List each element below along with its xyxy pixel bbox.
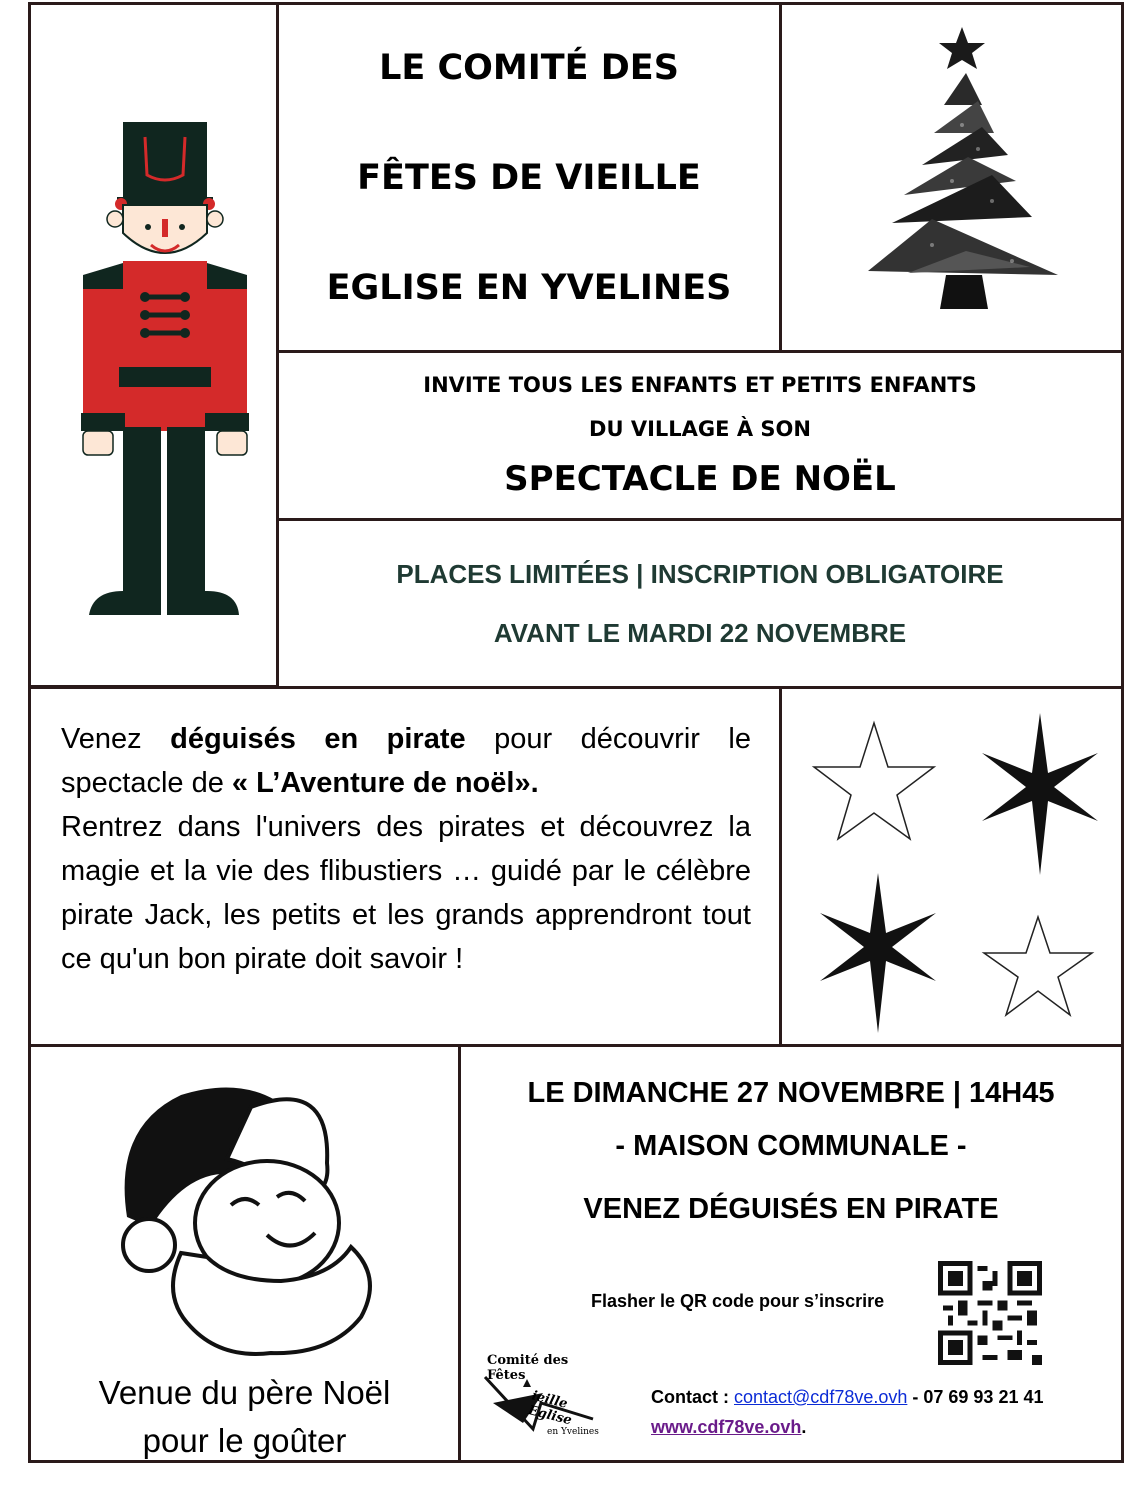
contact-line: [651, 1387, 1043, 1408]
contact-label: Contact :: [651, 1387, 734, 1407]
invite-line-2: DU VILLAGE À SON: [589, 416, 811, 441]
nutcracker-icon: [31, 5, 276, 685]
logo-mid-text: ieille Eglise: [526, 1388, 574, 1429]
tree-panel: [779, 2, 1124, 353]
contact-email-link[interactable]: contact@cdf78ve.ovh: [734, 1387, 908, 1407]
registration-box: [276, 518, 1124, 689]
header-line-1: LE COMITÉ DES: [379, 47, 679, 88]
registration-line-2: AVANT LE MARDI 22 NOVEMBRE: [493, 617, 907, 648]
christmas-tree-icon: [782, 5, 1121, 350]
santa-panel: [28, 1044, 461, 1463]
santa-face-icon: [31, 1067, 458, 1367]
website-link[interactable]: www.cdf78ve.ovh: [651, 1417, 802, 1437]
description-bold: déguisés en pirate: [170, 723, 466, 755]
committee-logo: [483, 1347, 603, 1447]
star-six-point-icon: [820, 873, 936, 1033]
nutcracker-panel: [28, 2, 279, 688]
header-line-2: FÊTES DE VIEILLE: [357, 157, 701, 198]
stars-panel: [779, 686, 1124, 1047]
contact-phone: - 07 69 93 21 41: [907, 1387, 1044, 1407]
event-costume: VENEZ DÉGUISÉS EN PIRATE: [583, 1193, 999, 1225]
header-line-3: EGLISE EN YVELINES: [326, 267, 732, 308]
qr-instruction: Flasher le QR code pour s’inscrire: [591, 1291, 885, 1311]
registration-line-1: PLACES LIMITÉES | INSCRIPTION OBLIGATOIRE: [396, 558, 1004, 589]
description-box: [28, 686, 782, 1047]
logo-bottom-text: en Yvelines: [547, 1427, 599, 1437]
qr-code-icon[interactable]: [938, 1261, 1042, 1365]
website-suffix: .: [801, 1417, 807, 1437]
santa-caption-2: pour le goûter: [142, 1422, 347, 1459]
show-title: « L’Aventure de noël».: [231, 767, 539, 799]
star-outline-icon: [984, 917, 1092, 1015]
invite-title: SPECTACLE DE NOËL: [504, 458, 896, 499]
description-text: pour découvrir le spectacle de: [61, 723, 751, 799]
invite-line-1: INVITE TOUS LES ENFANTS ET PETITS ENFANTS: [423, 372, 977, 397]
logo-top-text: Comité des Fêtes: [487, 1353, 569, 1383]
description-paragraph-2: Rentrez dans l'univers des pirates et découvrez la magie et la vie des flibustiers … guidé par le célèbre pirate Jack, les petits et les grands apprendront tout ce qu'un bon pirate doit savoir !: [61, 811, 751, 975]
event-date: LE DIMANCHE 27 NOVEMBRE | 14H45: [527, 1077, 1055, 1109]
event-box: [458, 1044, 1124, 1463]
header-title-box: [276, 2, 782, 353]
website-line: [651, 1417, 806, 1438]
santa-caption-1: Venue du père Noël: [98, 1374, 391, 1411]
event-place: - MAISON COMMUNALE -: [615, 1130, 967, 1162]
invite-box: [276, 350, 1124, 521]
star-outline-icon: [814, 723, 934, 839]
description-text: Venez: [61, 723, 171, 755]
star-six-point-icon: [982, 713, 1098, 875]
description-paragraph-1: [61, 717, 751, 805]
